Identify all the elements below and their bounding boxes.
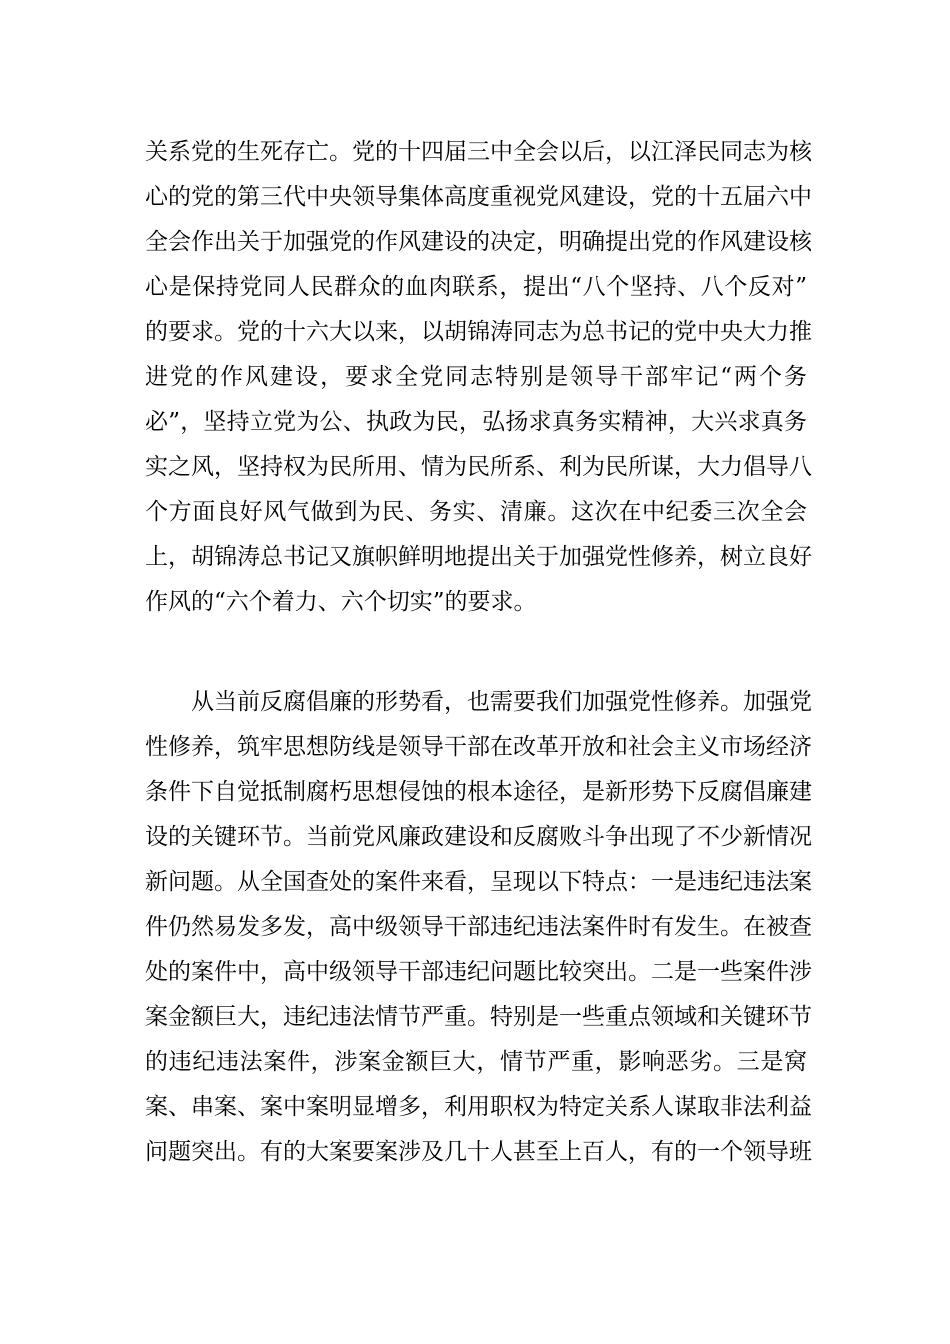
text-line: 关系党的生死存亡。党的十四届三中全会以后，以江泽民同志为核 <box>145 139 812 165</box>
text-line: 从当前反腐倡廉的形势看，也需要我们加强党性修养。加强党 <box>191 689 812 715</box>
text-line: 性修养，筑牢思想防线是领导干部在改革开放和社会主义市场经济 <box>145 734 812 760</box>
text-line: 件仍然易发多发，高中级领导干部违纪违法案件时有发生。在被查 <box>145 914 812 940</box>
text-line: 心的党的第三代中央领导集体高度重视党风建设，党的十五届六中 <box>145 184 812 210</box>
text-line: 心是保持党同人民群众的血肉联系，提出“八个坚持、八个反对” <box>145 274 807 300</box>
text-line: 处的案件中，高中级领导干部违纪问题比较突出。二是一些案件涉 <box>145 959 812 985</box>
text-line: 案、串案、案中案明显增多，利用职权为特定关系人谋取非法利益 <box>145 1094 812 1120</box>
text-line: 上，胡锦涛总书记又旗帜鲜明地提出关于加强党性修养，树立良好 <box>145 544 812 570</box>
text-line: 作风的“六个着力、六个切实”的要求。 <box>145 589 537 615</box>
text-line: 进党的作风建设，要求全党同志特别是领导干部牢记“两个务 <box>145 364 807 390</box>
text-line: 条件下自觉抵制腐朽思想侵蚀的根本途径，是新形势下反腐倡廉建 <box>145 779 812 805</box>
text-line: 必”，坚持立党为公、执政为民，弘扬求真务实精神，大兴求真务 <box>145 409 807 435</box>
text-line: 设的关键环节。当前党风廉政建设和反腐败斗争出现了不少新情况 <box>145 824 812 850</box>
paragraph-1 <box>145 130 812 625</box>
text-line: 个方面良好风气做到为民、务实、清廉。这次在中纪委三次全会 <box>145 499 807 525</box>
text-line: 的要求。党的十六大以来，以胡锦涛同志为总书记的党中央大力推 <box>145 319 812 345</box>
text-line: 的违纪违法案件，涉案金额巨大，情节严重，影响恶劣。三是窝 <box>145 1049 807 1075</box>
text-line: 问题突出。有的大案要案涉及几十人甚至上百人，有的一个领导班 <box>145 1139 812 1165</box>
text-line: 新问题。从全国查处的案件来看，呈现以下特点：一是违纪违法案 <box>145 869 812 895</box>
text-line: 实之风，坚持权为民所用、情为民所系、利为民所谋，大力倡导八 <box>145 454 812 480</box>
text-line: 全会作出关于加强党的作风建设的决定，明确提出党的作风建设核 <box>145 229 812 255</box>
paragraph-2 <box>145 680 812 1175</box>
text-line: 案金额巨大，违纪违法情节严重。特别是一些重点领域和关键环节 <box>145 1004 812 1030</box>
